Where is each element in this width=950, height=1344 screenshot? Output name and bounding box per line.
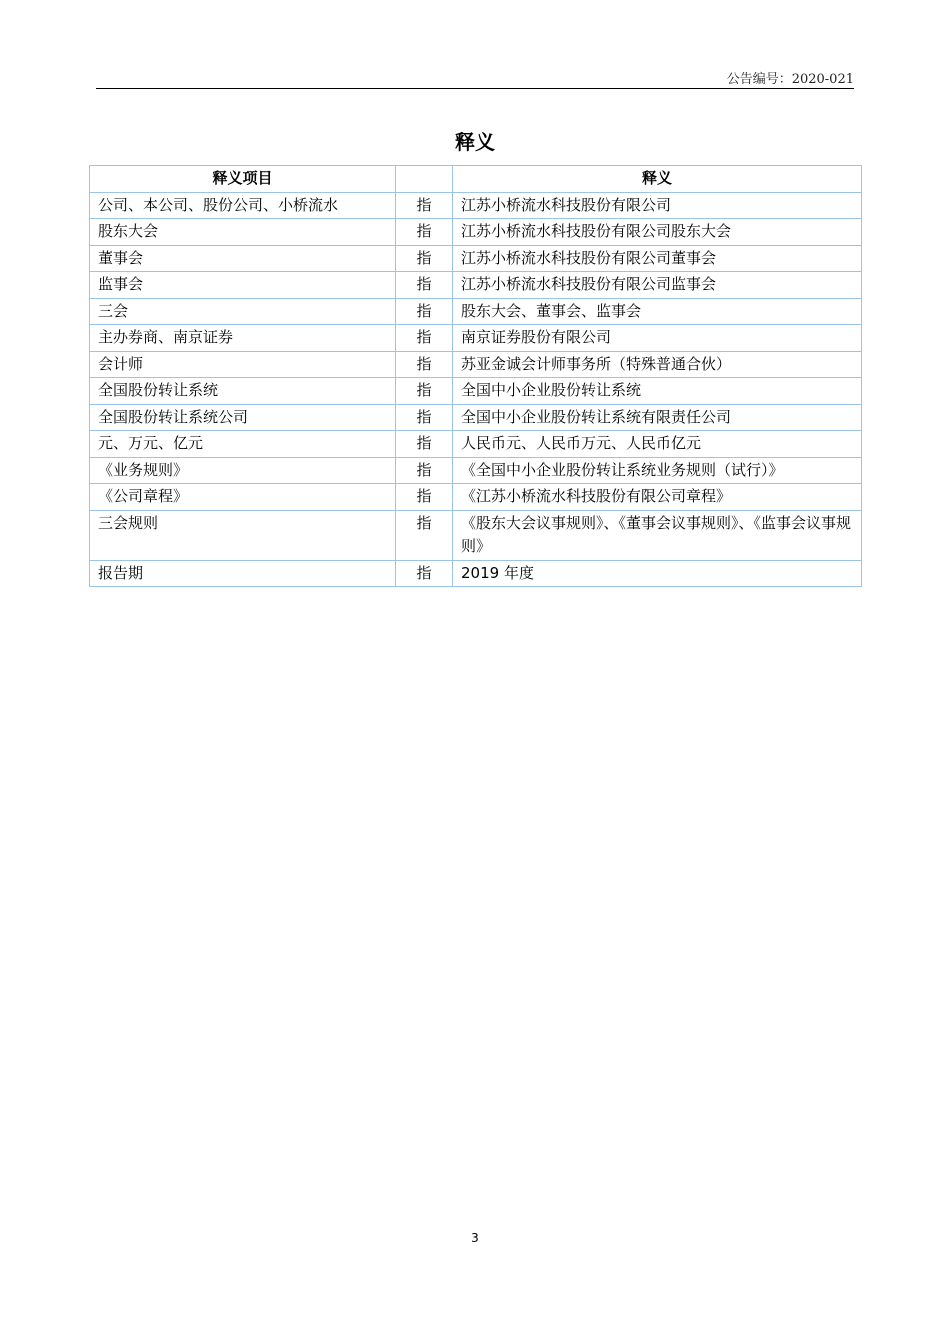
ref-cell: 指: [396, 431, 453, 458]
ref-cell: 指: [396, 219, 453, 246]
ref-cell: 指: [396, 510, 453, 560]
page-number: 3: [471, 1231, 479, 1245]
term-cell: 《公司章程》: [90, 484, 396, 511]
table-row: [90, 378, 862, 405]
table-row: [90, 325, 862, 352]
ref-cell: 指: [396, 560, 453, 587]
column-header-term: 释义项目: [90, 166, 396, 193]
table-row: [90, 431, 862, 458]
table-row: [90, 404, 862, 431]
table-row: [90, 351, 862, 378]
definition-cell: 全国中小企业股份转让系统有限责任公司: [453, 404, 862, 431]
definition-cell: 《全国中小企业股份转让系统业务规则（试行）》: [453, 457, 862, 484]
ref-cell: 指: [396, 351, 453, 378]
definition-cell: 江苏小桥流水科技股份有限公司股东大会: [453, 219, 862, 246]
term-cell: 报告期: [90, 560, 396, 587]
term-cell: 全国股份转让系统: [90, 378, 396, 405]
definition-cell: 2019 年度: [453, 560, 862, 587]
definition-cell: 江苏小桥流水科技股份有限公司: [453, 192, 862, 219]
table-row: [90, 272, 862, 299]
definition-cell: 苏亚金诚会计师事务所（特殊普通合伙）: [453, 351, 862, 378]
definitions-table: [89, 165, 862, 587]
definition-cell: 江苏小桥流水科技股份有限公司董事会: [453, 245, 862, 272]
table-row: [90, 510, 862, 560]
definition-cell: 全国中小企业股份转让系统: [453, 378, 862, 405]
table-row: [90, 560, 862, 587]
column-header-ref: [396, 166, 453, 193]
term-cell: 元、万元、亿元: [90, 431, 396, 458]
ref-cell: 指: [396, 484, 453, 511]
term-cell: 全国股份转让系统公司: [90, 404, 396, 431]
ref-cell: 指: [396, 378, 453, 405]
term-cell: 主办券商、南京证券: [90, 325, 396, 352]
term-cell: 股东大会: [90, 219, 396, 246]
table-row: [90, 298, 862, 325]
table-row: [90, 457, 862, 484]
definition-cell: 南京证券股份有限公司: [453, 325, 862, 352]
ref-cell: 指: [396, 457, 453, 484]
table-row: [90, 219, 862, 246]
term-cell: 会计师: [90, 351, 396, 378]
definition-cell: 江苏小桥流水科技股份有限公司监事会: [453, 272, 862, 299]
definition-cell: 股东大会、董事会、监事会: [453, 298, 862, 325]
term-cell: 公司、本公司、股份公司、小桥流水: [90, 192, 396, 219]
ref-cell: 指: [396, 192, 453, 219]
table-row: [90, 484, 862, 511]
ref-cell: 指: [396, 298, 453, 325]
table-row: [90, 245, 862, 272]
term-cell: 董事会: [90, 245, 396, 272]
definition-cell: 《江苏小桥流水科技股份有限公司章程》: [453, 484, 862, 511]
ref-cell: 指: [396, 245, 453, 272]
definition-cell: 《股东大会议事规则》、《董事会议事规则》、《监事会议事规则》: [453, 510, 862, 560]
term-cell: 《业务规则》: [90, 457, 396, 484]
definition-cell: 人民币元、人民币万元、人民币亿元: [453, 431, 862, 458]
announcement-number: 公告编号：2020-021: [726, 72, 854, 87]
table-row: [90, 192, 862, 219]
term-cell: 三会: [90, 298, 396, 325]
table-header-row: [90, 166, 862, 193]
term-cell: 监事会: [90, 272, 396, 299]
page-title: 释义: [455, 130, 495, 154]
term-cell: 三会规则: [90, 510, 396, 560]
header-divider: [96, 88, 854, 89]
ref-cell: 指: [396, 325, 453, 352]
ref-cell: 指: [396, 404, 453, 431]
ref-cell: 指: [396, 272, 453, 299]
column-header-definition: 释义: [453, 166, 862, 193]
